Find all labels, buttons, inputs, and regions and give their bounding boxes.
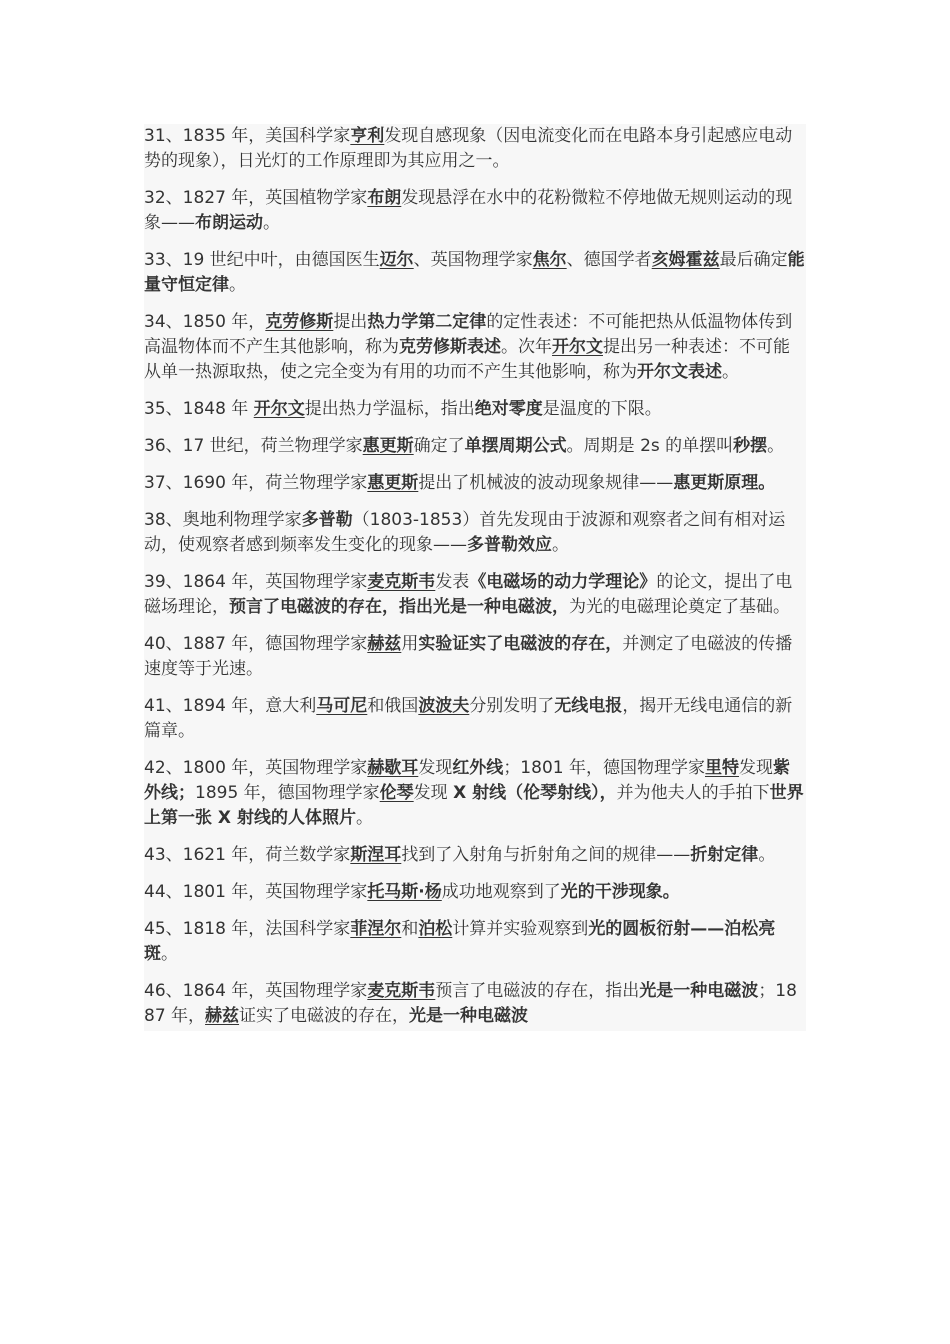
bold-term: 无线电报 xyxy=(554,696,623,716)
underlined-name: 赫歇耳 xyxy=(367,758,419,778)
document-body xyxy=(144,124,806,1031)
text-run: 33、19 世纪中叶，由德国医生 xyxy=(144,250,380,270)
paragraph-45 xyxy=(144,917,806,967)
text-run: 提出 xyxy=(333,312,368,332)
paragraph-32 xyxy=(144,186,806,236)
paragraph-40 xyxy=(144,632,806,682)
text-run: 发现 xyxy=(738,758,773,778)
underlined-name: 菲涅尔 xyxy=(350,919,402,939)
text-run: （1803-1853）首先发现由于波源和观察者之间有相对运动，使观察者感到频率发生变化的现象—— xyxy=(144,510,786,555)
paragraph-39 xyxy=(144,570,806,620)
bold-term: 单摆周期公式 xyxy=(464,436,567,456)
paragraph-33 xyxy=(144,248,806,298)
text-run: 提出另一种表述：不可能从单一热源取热，使之完全变为有用的功而不产生其他影响，称为 xyxy=(144,337,790,382)
paragraph-31 xyxy=(144,124,806,174)
text-run: 用 xyxy=(401,634,419,654)
bold-term: 光的干涉现象。 xyxy=(560,882,680,902)
bold-term: 光的圆板衍射——泊松亮斑 xyxy=(144,919,776,964)
text-run: 46、1864 年，英国物理学家 xyxy=(144,981,368,1001)
underlined-name: 亨利 xyxy=(350,126,385,146)
underlined-name: 麦克斯韦 xyxy=(367,981,436,1001)
bold-term: 热力学第二定律 xyxy=(367,312,487,332)
text-run: 提出热力学温标，指出 xyxy=(304,399,475,419)
underlined-name: 迈尔 xyxy=(379,250,414,270)
text-run: 。 xyxy=(552,535,569,555)
text-run: 发表 xyxy=(435,572,470,592)
text-run: 38、奥地利物理学家 xyxy=(144,510,302,530)
paragraph-46 xyxy=(144,979,806,1029)
text-run: 和 xyxy=(401,919,419,939)
paragraph-44 xyxy=(144,880,806,905)
text-run: 37、1690 年，荷兰物理学家 xyxy=(144,473,368,493)
text-run: 。周期是 2s 的单摆叫 xyxy=(566,436,734,456)
underlined-name: 麦克斯韦 xyxy=(367,572,436,592)
text-run: 计算并实验观察到 xyxy=(452,919,589,939)
text-run: 41、1894 年，意大利 xyxy=(144,696,317,716)
text-run: 找到了入射角与折射角之间的规律—— xyxy=(401,845,691,865)
text-run: 提出了机械波的波动现象规律—— xyxy=(418,473,674,493)
bold-term: X 射线（伦琴射线）， xyxy=(453,783,617,803)
bold-term: 折射定律 xyxy=(690,845,759,865)
paragraph-34 xyxy=(144,310,806,385)
text-run: 。 xyxy=(758,845,776,865)
bold-term: 紫外线； xyxy=(144,758,790,803)
bold-term: 预言了电磁波的存在，指出光是一种电磁波， xyxy=(229,597,569,617)
text-run: 。 xyxy=(767,436,785,456)
underlined-name: 赫兹 xyxy=(367,634,402,654)
underlined-name: 焦尔 xyxy=(532,250,567,270)
text-run: 。 xyxy=(722,362,739,382)
bold-term: 《电磁场的动力学理论》 xyxy=(469,572,657,592)
text-run: 43、1621 年，荷兰数学家 xyxy=(144,845,351,865)
text-run: 39、1864 年，英国物理学家 xyxy=(144,572,368,592)
text-run: ；1801 年，德国物理学家 xyxy=(503,758,705,778)
text-run: 预言了电磁波的存在，指出 xyxy=(435,981,640,1001)
text-run: 为光的电磁理论奠定了基础。 xyxy=(569,597,790,617)
text-run: 45、1818 年，法国科学家 xyxy=(144,919,351,939)
text-run: 发现 xyxy=(413,783,454,803)
text-run: 分别发明了 xyxy=(469,696,555,716)
bold-term: 布朗运动 xyxy=(195,213,263,233)
text-run: 最后确定 xyxy=(719,250,788,270)
text-run: 。 xyxy=(161,944,178,964)
paragraph-43 xyxy=(144,843,806,868)
text-run: 确定了 xyxy=(413,436,465,456)
text-run: 的论文，提出了电磁场理论， xyxy=(144,572,793,617)
underlined-name: 托马斯·杨 xyxy=(367,882,442,902)
text-run: 、英国物理学家 xyxy=(413,250,533,270)
text-run: 成功地观察到了 xyxy=(441,882,561,902)
text-run: 证实了电磁波的存在， xyxy=(239,1006,410,1026)
bold-term: 惠更斯原理。 xyxy=(673,473,776,493)
text-run: ，揭开无线电通信的新篇章。 xyxy=(144,696,793,741)
underlined-name: 波波夫 xyxy=(418,696,470,716)
text-run: 40、1887 年，德国物理学家 xyxy=(144,634,368,654)
underlined-name: 克劳修斯 xyxy=(265,312,334,332)
paragraph-41 xyxy=(144,694,806,744)
text-run: 的定性表述：不可能把热从低温物体传到高温物体而不产生其他影响，称为 xyxy=(144,312,793,357)
text-run: 。次年 xyxy=(501,337,552,357)
bold-term: 克劳修斯表述 xyxy=(399,337,501,357)
underlined-name: 惠更斯 xyxy=(367,473,419,493)
bold-term: 光是一种电磁波 xyxy=(639,981,759,1001)
text-run: 、德国学者 xyxy=(566,250,652,270)
underlined-name: 开尔文 xyxy=(253,399,305,419)
text-run: 31、1835 年，美国科学家 xyxy=(144,126,351,146)
paragraph-42 xyxy=(144,756,806,831)
text-run: 和俄国 xyxy=(367,696,419,716)
bold-term: 红外线 xyxy=(452,758,504,778)
underlined-name: 开尔文 xyxy=(552,337,603,357)
paragraph-35 xyxy=(144,397,806,422)
underlined-name: 惠更斯 xyxy=(362,436,414,456)
bold-term: 开尔文表述 xyxy=(637,362,722,382)
underlined-name: 布朗 xyxy=(367,188,402,208)
text-run: 32、1827 年，英国植物学家 xyxy=(144,188,368,208)
paragraph-37 xyxy=(144,471,806,496)
bold-term: 能量守恒定律 xyxy=(144,250,805,295)
text-run: 发现悬浮在水中的花粉微粒不停地做无规则运动的现象—— xyxy=(144,188,793,233)
text-run: 35、1848 年 xyxy=(144,399,254,419)
bold-term: 光是一种电磁波 xyxy=(409,1006,529,1026)
text-run: 36、17 世纪，荷兰物理学家 xyxy=(144,436,363,456)
text-run: 。 xyxy=(355,808,373,828)
text-run: 。 xyxy=(229,275,246,295)
paragraph-38 xyxy=(144,508,806,558)
underlined-name: 斯涅耳 xyxy=(350,845,402,865)
bold-term: 秒摆 xyxy=(733,436,768,456)
text-run: 1895 年，德国物理学家 xyxy=(195,783,380,803)
bold-term: 多普勒效应 xyxy=(467,535,552,555)
text-run: 44、1801 年，英国物理学家 xyxy=(144,882,368,902)
text-run: 34、1850 年， xyxy=(144,312,266,332)
underlined-name: 马可尼 xyxy=(316,696,368,716)
underlined-name: 泊松 xyxy=(418,919,453,939)
underlined-name: 里特 xyxy=(704,758,739,778)
bold-term: 绝对零度 xyxy=(474,399,543,419)
text-run: ；1887 年， xyxy=(144,981,797,1026)
text-run: 是温度的下限。 xyxy=(542,399,662,419)
underlined-name: 赫兹 xyxy=(205,1006,240,1026)
text-run: 42、1800 年，英国物理学家 xyxy=(144,758,368,778)
bold-term: 实验证实了电磁波的存在， xyxy=(418,634,623,654)
underlined-name: 伦琴 xyxy=(379,783,414,803)
text-run: 发现自感现象（因电流变化而在电路本身引起感应电动势的现象），日光灯的工作原理即为其应用之一。 xyxy=(144,126,793,171)
bold-term: 世界上第一张 X 射线的人体照片 xyxy=(144,783,804,828)
paragraph-36 xyxy=(144,434,806,459)
bold-term: 多普勒 xyxy=(301,510,353,530)
underlined-name: 亥姆霍兹 xyxy=(651,250,720,270)
text-run: 并测定了电磁波的传播速度等于光速。 xyxy=(144,634,793,679)
text-run: 发现 xyxy=(418,758,453,778)
text-run: 并为他夫人的手拍下 xyxy=(616,783,770,803)
text-run: 。 xyxy=(263,213,280,233)
